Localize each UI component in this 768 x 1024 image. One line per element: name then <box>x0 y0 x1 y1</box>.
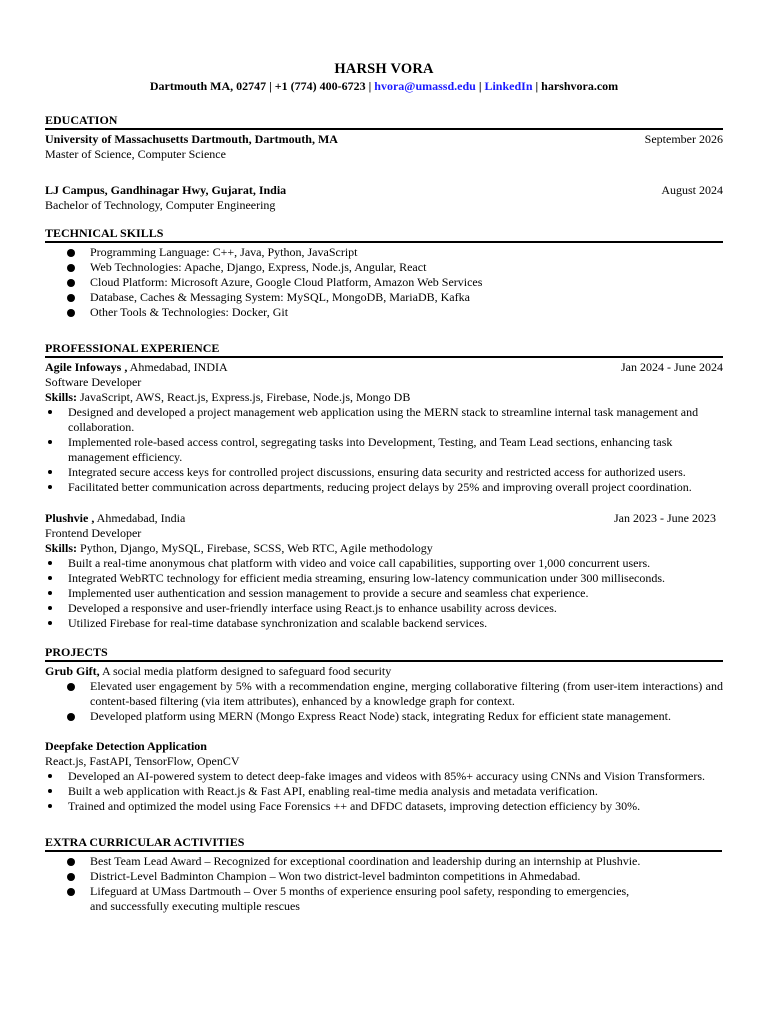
skills-list <box>45 245 723 320</box>
list-item: Database, Caches & Messaging System: MySQL, MongoDB, MariaDB, Kafka <box>45 290 723 305</box>
list-item: Designed and developed a project management web application using the MERN stack to streamline internal task management and collaboration. <box>45 405 723 435</box>
education-section <box>45 114 723 213</box>
list-item: Developed a responsive and user-friendly interface using React.js to enhance usability across devices. <box>45 601 723 616</box>
project-title: Deepfake Detection Application <box>45 739 207 753</box>
school-country: , India <box>252 183 287 197</box>
experience-heading: PROFESSIONAL EXPERIENCE <box>45 342 723 358</box>
job-skills <box>45 390 723 405</box>
degree: Bachelor of Technology, Computer Engineering <box>45 198 276 212</box>
job-location: Ahmedabad, INDIA <box>127 360 228 374</box>
job-date: Jan 2024 - June 2024 <box>621 360 723 374</box>
list-item: Other Tools & Technologies: Docker, Git <box>45 305 723 320</box>
skills-text: Python, Django, MySQL, Firebase, SCSS, Web RTC, Agile methodology <box>77 541 433 555</box>
activities-heading: EXTRA CURRICULAR ACTIVITIES <box>45 836 722 852</box>
list-item: Lifeguard at UMass Dartmouth – Over 5 months of experience ensuring pool safety, responding to emergencies, and successfully executing multiple rescues <box>45 884 645 914</box>
job-location: Ahmedabad, India <box>94 511 186 525</box>
skills-section <box>45 227 723 320</box>
skills-heading: TECHNICAL SKILLS <box>45 227 723 243</box>
list-item: Developed an AI-powered system to detect deep-fake images and videos with 85%+ accuracy using CNNs and Vision Transformers. <box>45 769 723 784</box>
projects-section <box>45 646 723 814</box>
experience-section <box>45 342 723 631</box>
website-link[interactable]: harshvora.com <box>541 79 619 93</box>
list-item: Implemented user authentication and session management to provide a secure and seamless chat experience. <box>45 586 723 601</box>
school-name: University of Massachusetts Dartmouth, Dartmouth, MA <box>45 132 338 146</box>
job-header <box>45 511 716 526</box>
education-entry <box>45 183 723 198</box>
project-title-line <box>45 664 723 679</box>
company-name: Agile Infoways , <box>45 360 128 374</box>
skills-label: Skills: <box>45 541 78 555</box>
resume-page <box>45 60 723 914</box>
list-item: Integrated secure access keys for controlled project discussions, ensuring data security and restricted access for authorized users. <box>45 465 723 480</box>
contact-details: Dartmouth MA, 02747 | +1 (774) 400-6723 | <box>149 79 375 93</box>
activities-list <box>45 854 645 914</box>
separator: | <box>532 79 542 93</box>
project-stack: React.js, FastAPI, TensorFlow, OpenCV <box>45 754 240 768</box>
skills-label: Skills: <box>45 390 78 404</box>
list-item: Built a real-time anonymous chat platform with video and voice call capabilities, supporting over 1,000 concurrent users. <box>45 556 723 571</box>
list-item: Cloud Platform: Microsoft Azure, Google Cloud Platform, Amazon Web Services <box>45 275 723 290</box>
candidate-name: HARSH VORA <box>334 61 434 77</box>
list-item: Developed platform using MERN (Mongo Express React Node) stack, integrating Redux for efficient state management. <box>45 709 723 724</box>
linkedin-link[interactable]: LinkedIn <box>484 79 533 93</box>
email-link[interactable]: hvora@umassd.edu <box>374 79 476 93</box>
list-item: Elevated user engagement by 5% with a recommendation engine, merging collaborative filtering (from user-item interactions) and content-based filtering (via item attributes), enhanced by a knowledge graph for context. <box>45 679 723 709</box>
job-bullets <box>45 405 723 495</box>
job-date: Jan 2023 - June 2023 <box>614 511 716 525</box>
projects-heading: PROJECTS <box>45 646 723 662</box>
job-bullets <box>45 556 723 631</box>
school-name: LJ Campus, Gandhinagar Hwy, Gujarat <box>45 183 253 197</box>
list-item: Best Team Lead Award – Recognized for exceptional coordination and leadership during an internship at Plushvie. <box>45 854 768 869</box>
list-item: Programming Language: C++, Java, Python, JavaScript <box>45 245 723 260</box>
job-role: Software Developer <box>45 375 142 389</box>
company-name: Plushvie , <box>45 511 95 525</box>
project-bullets <box>45 769 723 814</box>
education-entry <box>45 132 723 147</box>
activities-section <box>45 836 723 914</box>
project-description: A social media platform designed to safeguard food security <box>99 664 392 678</box>
project-bullets <box>45 679 723 724</box>
education-date: August 2024 <box>661 183 723 197</box>
contact-line <box>45 78 723 94</box>
job-header <box>45 360 723 375</box>
list-item: Integrated WebRTC technology for efficient media streaming, ensuring low-latency communication under 300 milliseconds. <box>45 571 723 586</box>
skills-text: JavaScript, AWS, React.js, Express.js, Firebase, Node.js, Mongo DB <box>77 390 411 404</box>
list-item: Implemented role-based access control, segregating tasks into Development, Testing, and Team Lead sections, enhancing task management efficiency. <box>45 435 723 465</box>
education-heading: EDUCATION <box>45 114 723 130</box>
project-title: Grub Gift, <box>45 664 100 678</box>
list-item: Utilized Firebase for real-time database synchronization and scalable backend services. <box>45 616 723 631</box>
list-item: District-Level Badminton Champion – Won two district-level badminton competitions in Ahmedabad. <box>45 869 645 884</box>
list-item: Built a web application with React.js & Fast API, enabling real-time media analysis and metadata verification. <box>45 784 723 799</box>
list-item: Trained and optimized the model using Face Forensics ++ and DFDC datasets, improving detection efficiency by 30%. <box>45 799 723 814</box>
list-item: Facilitated better communication across departments, reducing project delays by 25% and improving overall project coordination. <box>45 480 723 495</box>
degree: Master of Science, Computer Science <box>45 147 226 161</box>
list-item: Web Technologies: Apache, Django, Express, Node.js, Angular, React <box>45 260 723 275</box>
education-date: September 2026 <box>644 132 723 146</box>
job-role: Frontend Developer <box>45 526 142 540</box>
job-skills <box>45 541 723 556</box>
separator: | <box>475 79 485 93</box>
